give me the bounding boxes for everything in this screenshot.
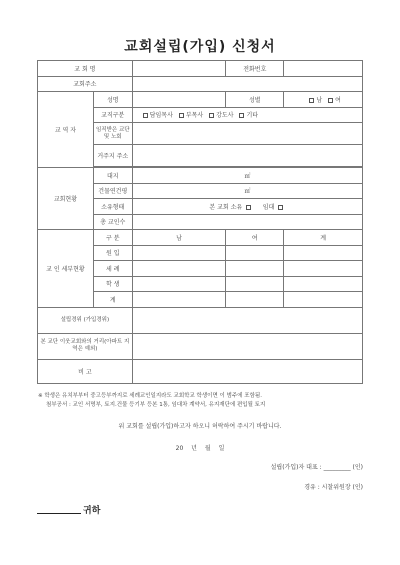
residence-label: 거주지 주소 [93, 145, 132, 167]
position-label: 교직구분 [93, 107, 132, 123]
form-title: 교회설립(가입) 신청서 [124, 39, 276, 55]
male-header: 남 [132, 230, 226, 246]
female-header: 여 [226, 230, 284, 246]
church-name-field[interactable] [132, 61, 226, 77]
ownership-options [132, 199, 362, 215]
history-field[interactable] [132, 307, 362, 333]
associate-pastor-label: 부목사 [185, 112, 204, 120]
member-cell[interactable] [284, 292, 363, 308]
member-cell[interactable] [132, 261, 226, 277]
associate-pastor-checkbox[interactable] [179, 113, 184, 118]
member-cell[interactable] [132, 276, 226, 292]
position-options [132, 107, 362, 123]
name-field[interactable] [132, 92, 226, 108]
total-header: 계 [284, 230, 363, 246]
denomination-field[interactable] [132, 123, 362, 145]
senior-pastor-label: 담임목사 [149, 112, 173, 120]
officer-group-label: 교 역 자 [38, 92, 94, 168]
member-row-label: 학 생 [93, 276, 132, 292]
category-header: 구 분 [93, 230, 132, 246]
member-cell[interactable] [132, 292, 226, 308]
female-label: 여 [335, 96, 341, 104]
lease-label: 임대 [262, 203, 275, 211]
member-cell[interactable] [284, 261, 363, 277]
remarks-field[interactable] [132, 359, 362, 383]
remarks-label: 비 고 [38, 359, 133, 383]
church-name-label: 교 회 명 [38, 61, 133, 77]
residence-field[interactable] [132, 145, 362, 167]
male-checkbox[interactable] [309, 98, 314, 103]
footnote-students: ※ 학생은 유치부부터 중고등부까지로 세례교인일지라도 교회학교 학생이면 이 범주에 포함됨. [38, 393, 262, 399]
member-cell[interactable] [226, 261, 284, 277]
member-row-label: 원 입 [93, 245, 132, 261]
request-statement: 위 교회를 설립(가입)하고자 하오니 허락하여 주시기 바랍니다. [118, 423, 282, 430]
other-label: 기타 [246, 112, 259, 120]
other-checkbox[interactable] [239, 113, 244, 118]
application-form-table [37, 60, 363, 384]
date-line: 20 년 월 일 [175, 445, 225, 452]
footnote-attachments: 첨부공서 : 교인 서명부, 토지.건물 등기부 등본 1통, 임대차 계약서, 유지재단에 편입될 토지 [46, 402, 266, 408]
land-label: 대지 [93, 168, 132, 184]
member-cell[interactable] [284, 245, 363, 261]
member-row-label: 계 [93, 292, 132, 308]
preacher-label: 강도사 [216, 112, 234, 120]
addressee-blank[interactable] [37, 513, 81, 514]
member-row-label: 세 례 [93, 261, 132, 277]
member-cell[interactable] [226, 276, 284, 292]
male-label: 남 [316, 96, 323, 104]
gender-label: 성별 [226, 92, 284, 108]
member-cell[interactable] [132, 245, 226, 261]
senior-pastor-checkbox[interactable] [143, 113, 148, 118]
address-field[interactable] [132, 76, 362, 92]
building-unit[interactable]: ㎡ [132, 183, 362, 199]
denomination-label: 임직받은 교단 및 노회 [93, 123, 132, 145]
member-cell[interactable] [226, 245, 284, 261]
preacher-checkbox[interactable] [209, 113, 214, 118]
gender-options [284, 92, 363, 108]
applicant-signature: 설립(가입)자 대표 : _________ (인) [270, 464, 363, 471]
addressee-label: 귀하 [83, 506, 101, 516]
own-checkbox[interactable] [246, 205, 251, 210]
phone-label: 전화번호 [226, 61, 284, 77]
female-checkbox[interactable] [328, 98, 333, 103]
name-label: 성명 [93, 92, 132, 108]
addressee [37, 503, 100, 516]
member-cell[interactable] [226, 292, 284, 308]
total-members-field[interactable] [132, 214, 362, 230]
address-label: 교회주소 [38, 76, 133, 92]
building-label: 건물연건평 [93, 183, 132, 199]
ownership-label: 소유형태 [93, 199, 132, 215]
member-cell[interactable] [284, 276, 363, 292]
distance-field[interactable] [132, 333, 362, 359]
via-signature: 경유 : 시찰위원장 (인) [304, 484, 363, 491]
footnotes [38, 392, 265, 410]
land-unit[interactable]: ㎡ [132, 168, 362, 184]
lease-checkbox[interactable] [278, 205, 283, 210]
own-label: 본 교회 소유 [209, 203, 243, 211]
phone-field[interactable] [284, 61, 363, 77]
history-label: 설립경위 (가입경위) [38, 307, 133, 333]
status-group-label: 교회현황 [38, 168, 94, 230]
members-group-label: 교 인 세부현황 [38, 230, 94, 308]
distance-label: 본 교단 이웃교회와의 거리(아파트 지역은 예외) [38, 333, 133, 359]
total-members-label: 총 교인수 [93, 214, 132, 230]
